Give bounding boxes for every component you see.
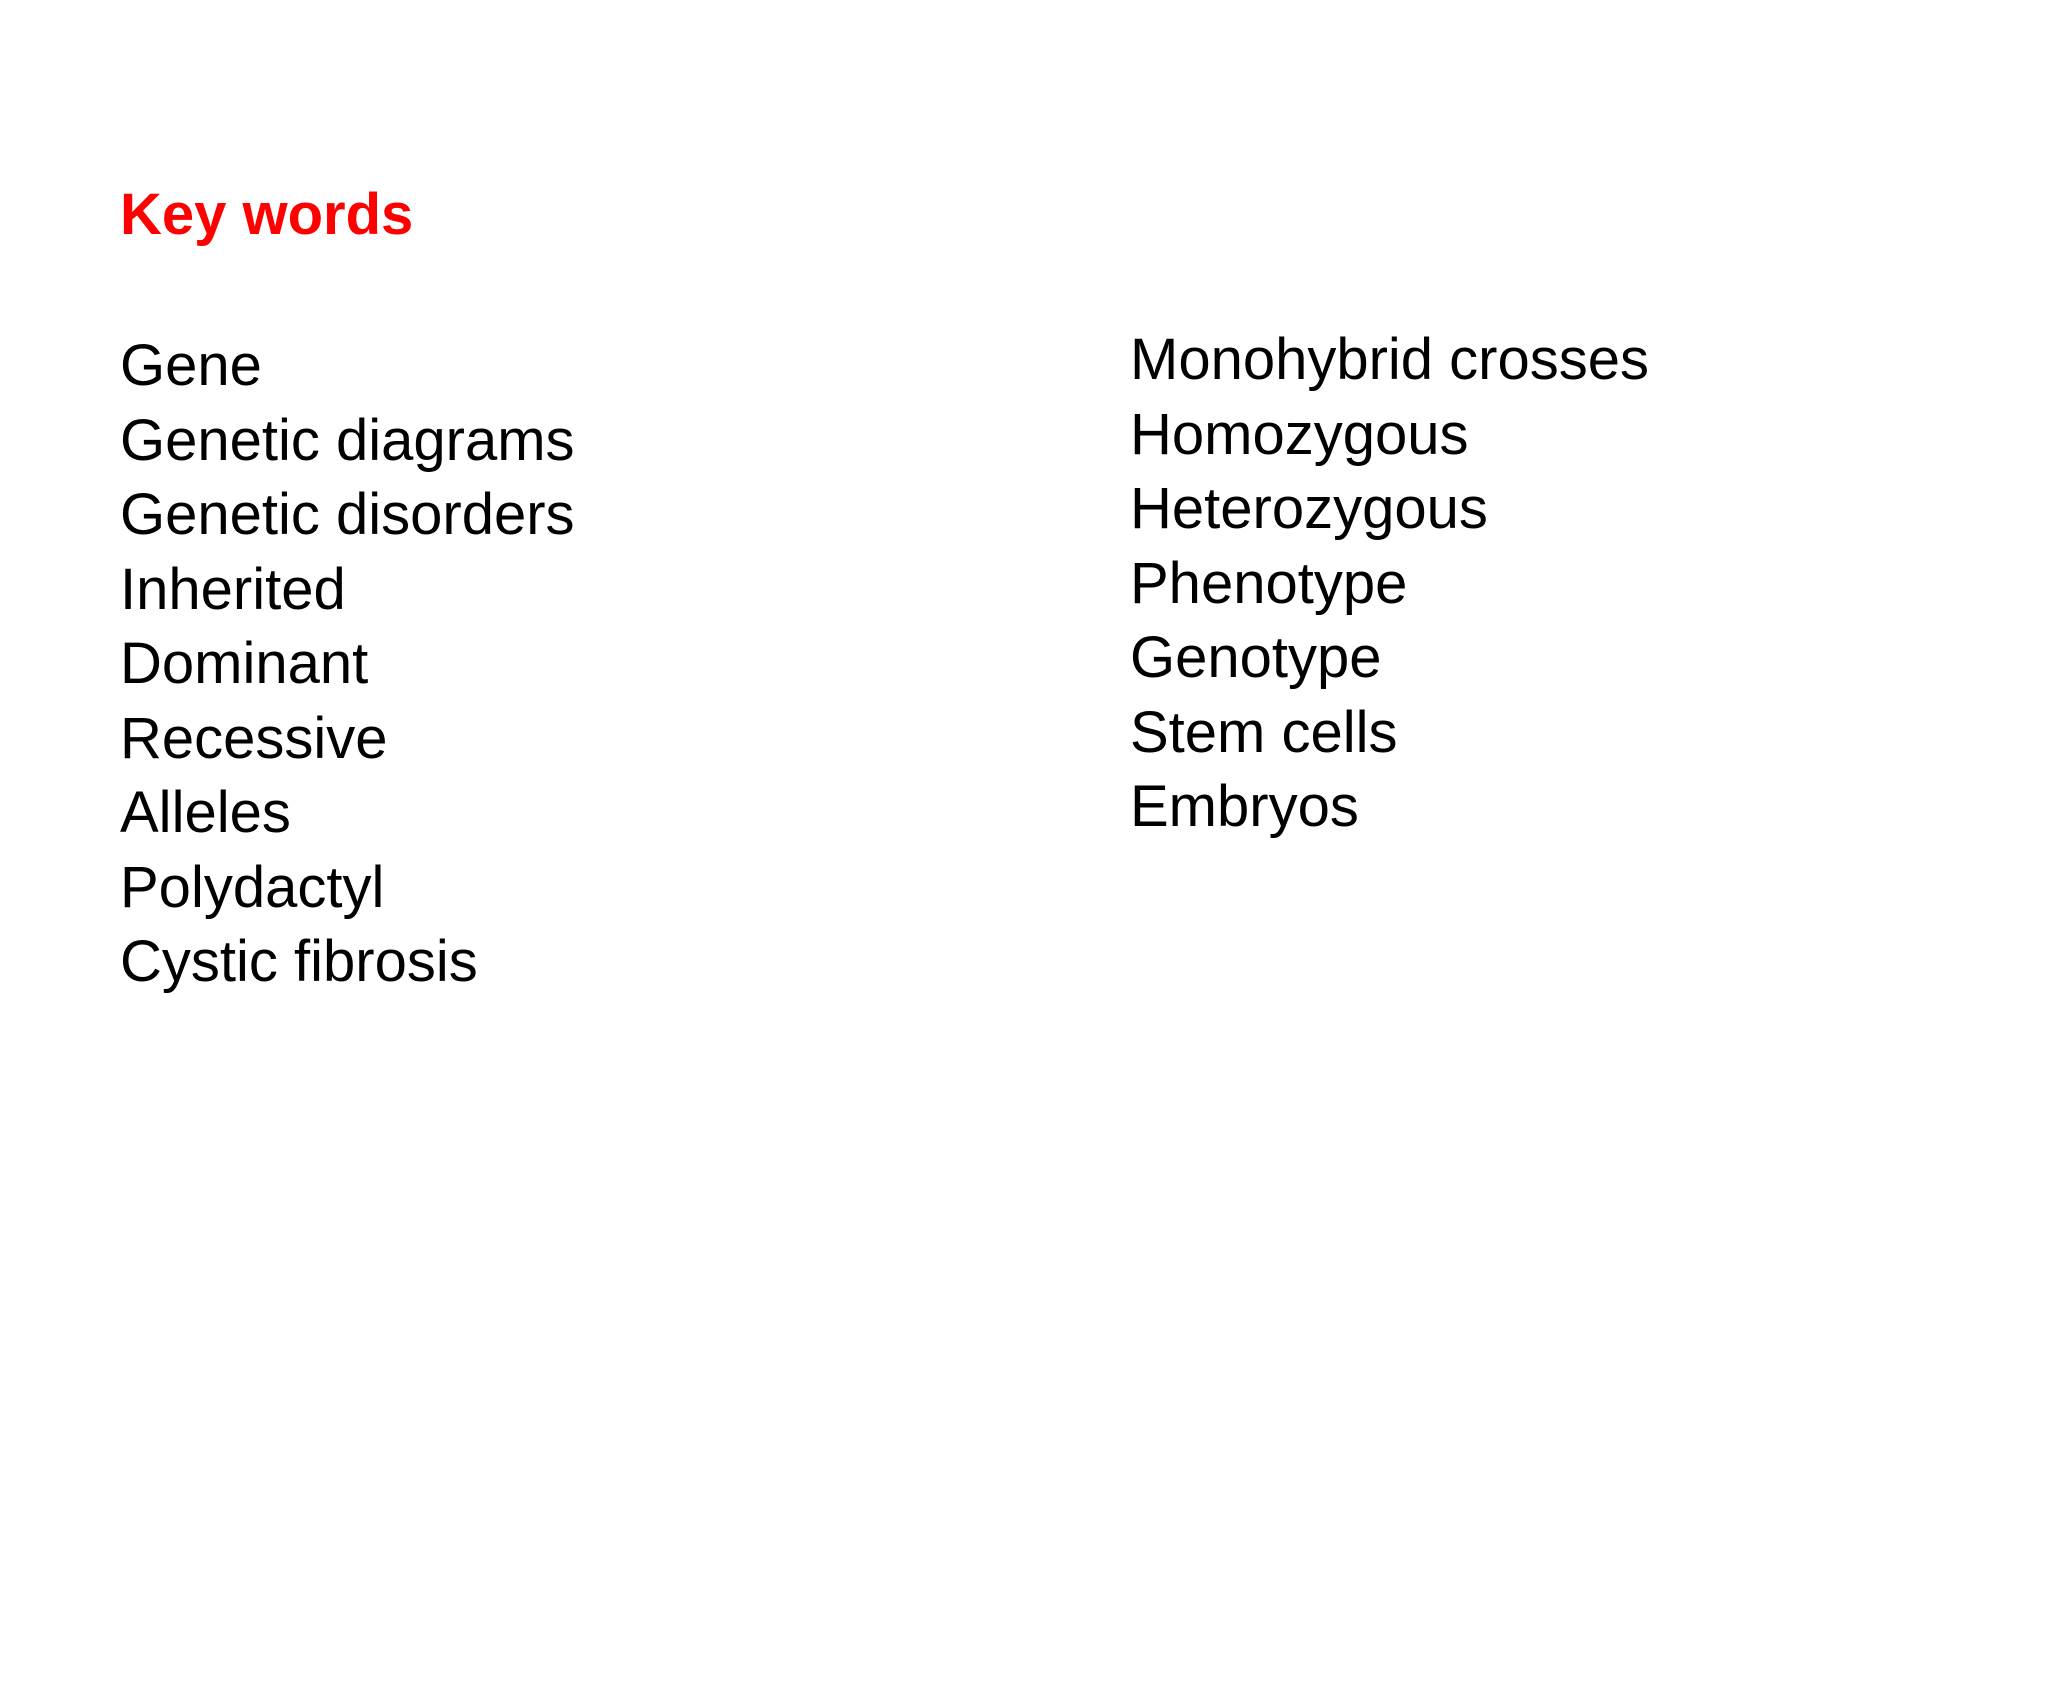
key-word-item: Recessive — [120, 705, 388, 771]
key-word-item: Phenotype — [1130, 550, 1408, 616]
key-word-item: Dominant — [120, 631, 369, 696]
key-word-item: Genetic disorders — [120, 482, 575, 547]
key-word-item: Heterozygous — [1130, 476, 1488, 541]
key-word-item: Polydactyl — [120, 854, 385, 920]
key-word-item: Stem cells — [1130, 699, 1398, 765]
key-word-item: Embryos — [1130, 774, 1359, 839]
key-word-item: Homozygous — [1130, 401, 1469, 467]
key-word-item: Cystic fibrosis — [120, 929, 478, 994]
key-word-item: Alleles — [120, 780, 291, 845]
key-words-right-column — [1130, 323, 1649, 845]
page-title: Key words — [120, 182, 414, 247]
key-word-item: Genetic diagrams — [120, 407, 575, 473]
key-word-item: Gene — [120, 333, 262, 398]
key-word-item: Genotype — [1130, 625, 1382, 690]
key-words-left-column — [120, 329, 575, 1000]
key-word-item: Inherited — [120, 556, 346, 622]
key-word-item: Monohybrid crosses — [1130, 327, 1649, 392]
